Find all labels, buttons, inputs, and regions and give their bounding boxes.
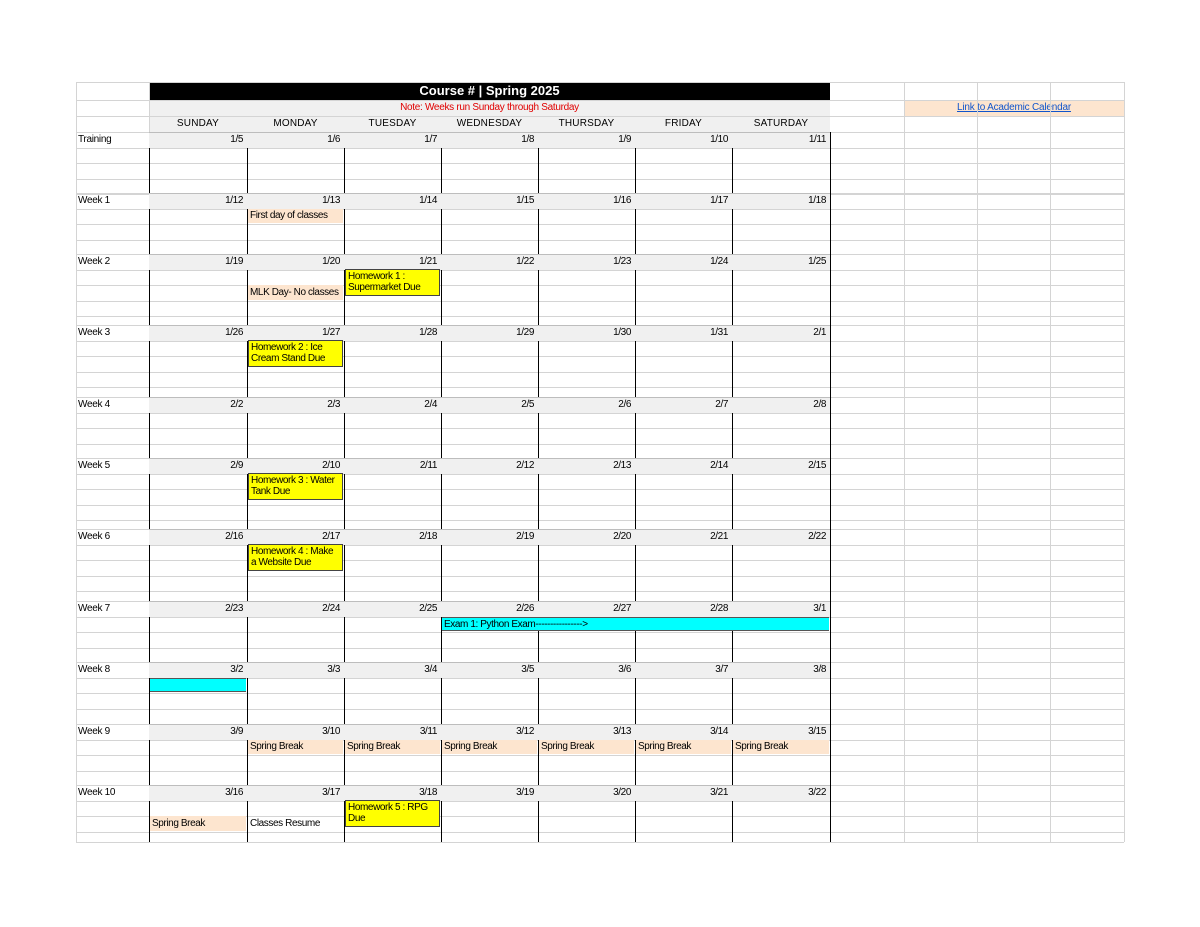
date-cell[interactable]: 1/27: [322, 327, 340, 338]
row-gridline: [76, 632, 1124, 633]
date-cell[interactable]: 2/8: [813, 399, 826, 410]
homework-event[interactable]: Homework 4 : Make a Website Due: [248, 544, 343, 571]
row-gridline: [76, 270, 1124, 271]
date-cell[interactable]: 2/6: [618, 399, 631, 410]
date-cell[interactable]: 1/7: [424, 134, 437, 145]
date-cell[interactable]: 2/9: [230, 460, 243, 471]
week-label: Week 3: [78, 327, 110, 338]
row-gridline: [76, 316, 1124, 317]
row-gridline: [76, 163, 1124, 164]
date-cell[interactable]: 1/6: [327, 134, 340, 145]
date-cell[interactable]: 1/19: [225, 256, 243, 267]
date-cell[interactable]: 2/11: [419, 460, 437, 471]
date-cell[interactable]: 2/27: [613, 603, 631, 614]
row-gridline: [76, 520, 1124, 521]
date-cell[interactable]: 1/28: [419, 327, 437, 338]
row-gridline: [76, 832, 1124, 833]
date-cell[interactable]: 1/17: [710, 195, 728, 206]
day-name-wednesday: WEDNESDAY: [456, 118, 523, 129]
date-cell[interactable]: 1/10: [710, 134, 728, 145]
date-cell[interactable]: 3/14: [710, 726, 728, 737]
row-gridline: [76, 576, 1124, 577]
date-cell[interactable]: 1/13: [322, 195, 340, 206]
date-cell[interactable]: 3/9: [230, 726, 243, 737]
row-gridline: [76, 209, 1124, 210]
date-cell[interactable]: 3/21: [710, 787, 728, 798]
date-cell[interactable]: 2/4: [424, 399, 437, 410]
date-cell[interactable]: 3/6: [618, 664, 631, 675]
date-cell[interactable]: 1/26: [225, 327, 243, 338]
date-cell[interactable]: 2/7: [715, 399, 728, 410]
row-gridline: [76, 591, 1124, 592]
exam-event[interactable]: [150, 678, 246, 692]
week-label: Week 2: [78, 256, 110, 267]
date-cell[interactable]: 3/20: [613, 787, 631, 798]
calendar-event[interactable]: Spring Break: [150, 816, 246, 831]
row-gridline: [76, 755, 1124, 756]
date-cell[interactable]: 1/30: [613, 327, 631, 338]
date-cell[interactable]: 3/17: [322, 787, 340, 798]
homework-event[interactable]: Homework 5 : RPG Due: [345, 800, 440, 827]
calendar-event[interactable]: First day of classes: [248, 209, 343, 223]
academic-calendar-link[interactable]: Link to Academic Calendar: [904, 100, 1124, 116]
week-label: Week 6: [78, 531, 110, 542]
calendar-event[interactable]: Spring Break: [539, 740, 634, 754]
date-cell[interactable]: 2/16: [225, 531, 243, 542]
date-cell[interactable]: 3/7: [715, 664, 728, 675]
day-name-friday: FRIDAY: [664, 118, 703, 129]
date-cell[interactable]: 3/11: [419, 726, 437, 737]
date-cell[interactable]: 3/4: [424, 664, 437, 675]
col-gridline: [977, 82, 978, 842]
date-cell[interactable]: 1/12: [225, 195, 243, 206]
week-label: Week 4: [78, 399, 110, 410]
date-cell[interactable]: 3/10: [322, 726, 340, 737]
date-cell[interactable]: 2/19: [516, 531, 534, 542]
date-cell[interactable]: 3/1: [813, 603, 826, 614]
row-gridline: [76, 545, 1124, 546]
weeks-note: Note: Weeks run Sunday through Saturday: [149, 100, 830, 116]
date-cell[interactable]: 1/5: [230, 134, 243, 145]
date-cell[interactable]: 2/13: [613, 460, 631, 471]
exam-event[interactable]: Exam 1: Python Exam---------------->: [442, 617, 829, 631]
date-cell[interactable]: 1/29: [516, 327, 534, 338]
date-cell[interactable]: 3/22: [808, 787, 826, 798]
day-name-thursday: THURSDAY: [558, 118, 615, 129]
week-label: Week 5: [78, 460, 110, 471]
col-gridline: [1050, 82, 1051, 842]
row-gridline: [76, 413, 1124, 414]
date-cell[interactable]: 1/22: [516, 256, 534, 267]
homework-event[interactable]: Homework 3 : Water Tank Due: [248, 473, 343, 500]
week-label: Week 10: [78, 787, 116, 798]
homework-event[interactable]: Homework 1 : Supermarket Due: [345, 269, 440, 296]
date-cell[interactable]: 3/8: [813, 664, 826, 675]
homework-event[interactable]: Homework 2 : Ice Cream Stand Due: [248, 340, 343, 367]
date-cell[interactable]: 2/17: [322, 531, 340, 542]
week-label: Week 8: [78, 664, 110, 675]
date-cell[interactable]: 2/12: [516, 460, 534, 471]
row-gridline: [76, 387, 1124, 388]
col-gridline: [76, 82, 77, 842]
date-cell[interactable]: 1/16: [613, 195, 631, 206]
day-name-monday: MONDAY: [273, 118, 318, 129]
row-gridline: [76, 648, 1124, 649]
row-gridline: [76, 693, 1124, 694]
date-cell[interactable]: 1/31: [710, 327, 728, 338]
date-cell[interactable]: 1/9: [618, 134, 631, 145]
date-cell[interactable]: 2/14: [710, 460, 728, 471]
date-cell[interactable]: 1/11: [808, 134, 826, 145]
date-cell[interactable]: 3/2: [230, 664, 243, 675]
date-cell[interactable]: 1/24: [710, 256, 728, 267]
date-cell[interactable]: 2/20: [613, 531, 631, 542]
col-gridline: [1124, 82, 1125, 842]
date-cell[interactable]: 1/14: [419, 195, 437, 206]
week-label: Week 1: [78, 195, 110, 206]
row-gridline: [76, 505, 1124, 506]
date-cell[interactable]: 3/13: [613, 726, 631, 737]
day-name-tuesday: TUESDAY: [368, 118, 417, 129]
date-cell[interactable]: 2/2: [230, 399, 243, 410]
date-cell[interactable]: 2/1: [813, 327, 826, 338]
calendar-event[interactable]: Spring Break: [636, 740, 731, 754]
row-gridline: [76, 301, 1124, 302]
date-cell[interactable]: 1/23: [613, 256, 631, 267]
date-cell[interactable]: 1/20: [322, 256, 340, 267]
date-cell[interactable]: 2/26: [516, 603, 534, 614]
row-gridline: [76, 801, 1124, 802]
row-gridline: [76, 82, 1124, 83]
day-name-saturday: SATURDAY: [753, 118, 809, 129]
date-cell[interactable]: 2/24: [322, 603, 340, 614]
col-gridline: [904, 82, 905, 842]
row-gridline: [76, 224, 1124, 225]
date-cell[interactable]: 1/21: [419, 256, 437, 267]
row-gridline: [76, 842, 1124, 843]
date-cell[interactable]: 2/22: [808, 531, 826, 542]
day-name-sunday: SUNDAY: [176, 118, 220, 129]
week-label: Week 9: [78, 726, 110, 737]
calendar-event[interactable]: MLK Day- No classes: [248, 285, 343, 300]
week-label: Training: [78, 134, 112, 145]
calendar-event[interactable]: Spring Break: [248, 740, 343, 754]
date-cell[interactable]: 2/21: [710, 531, 728, 542]
date-cell[interactable]: 2/23: [225, 603, 243, 614]
row-gridline: [76, 179, 1124, 180]
row-gridline: [76, 100, 1124, 101]
row-gridline: [76, 771, 1124, 772]
date-cell[interactable]: 2/15: [808, 460, 826, 471]
date-cell[interactable]: 1/25: [808, 256, 826, 267]
day-column-border: [830, 132, 831, 842]
date-cell[interactable]: 2/10: [322, 460, 340, 471]
date-cell[interactable]: 3/19: [516, 787, 534, 798]
calendar-event[interactable]: Spring Break: [345, 740, 440, 754]
week-label: Week 7: [78, 603, 110, 614]
row-gridline: [76, 285, 1124, 286]
calendar-title: Course # | Spring 2025: [149, 82, 830, 100]
date-cell[interactable]: 1/15: [516, 195, 534, 206]
row-gridline: [76, 356, 1124, 357]
calendar-event[interactable]: Spring Break: [442, 740, 537, 754]
row-gridline: [76, 560, 1124, 561]
date-cell[interactable]: 2/5: [521, 399, 534, 410]
row-gridline: [76, 341, 1124, 342]
row-gridline: [76, 444, 1124, 445]
date-cell[interactable]: 3/3: [327, 664, 340, 675]
date-cell[interactable]: 3/5: [521, 664, 534, 675]
date-cell[interactable]: 3/12: [516, 726, 534, 737]
calendar-event[interactable]: Spring Break: [733, 740, 829, 754]
date-cell[interactable]: 1/18: [808, 195, 826, 206]
date-cell[interactable]: 3/15: [808, 726, 826, 737]
date-cell[interactable]: 1/8: [521, 134, 534, 145]
date-cell[interactable]: 2/18: [419, 531, 437, 542]
date-cell[interactable]: 3/16: [225, 787, 243, 798]
date-cell[interactable]: 2/25: [419, 603, 437, 614]
calendar-event[interactable]: Classes Resume: [250, 818, 320, 829]
row-gridline: [76, 240, 1124, 241]
row-gridline: [76, 489, 1124, 490]
row-gridline: [76, 372, 1124, 373]
row-gridline: [76, 474, 1124, 475]
row-gridline: [76, 709, 1124, 710]
row-gridline: [76, 428, 1124, 429]
row-gridline: [76, 148, 1124, 149]
date-cell[interactable]: 3/18: [419, 787, 437, 798]
date-cell[interactable]: 2/28: [710, 603, 728, 614]
date-cell[interactable]: 2/3: [327, 399, 340, 410]
